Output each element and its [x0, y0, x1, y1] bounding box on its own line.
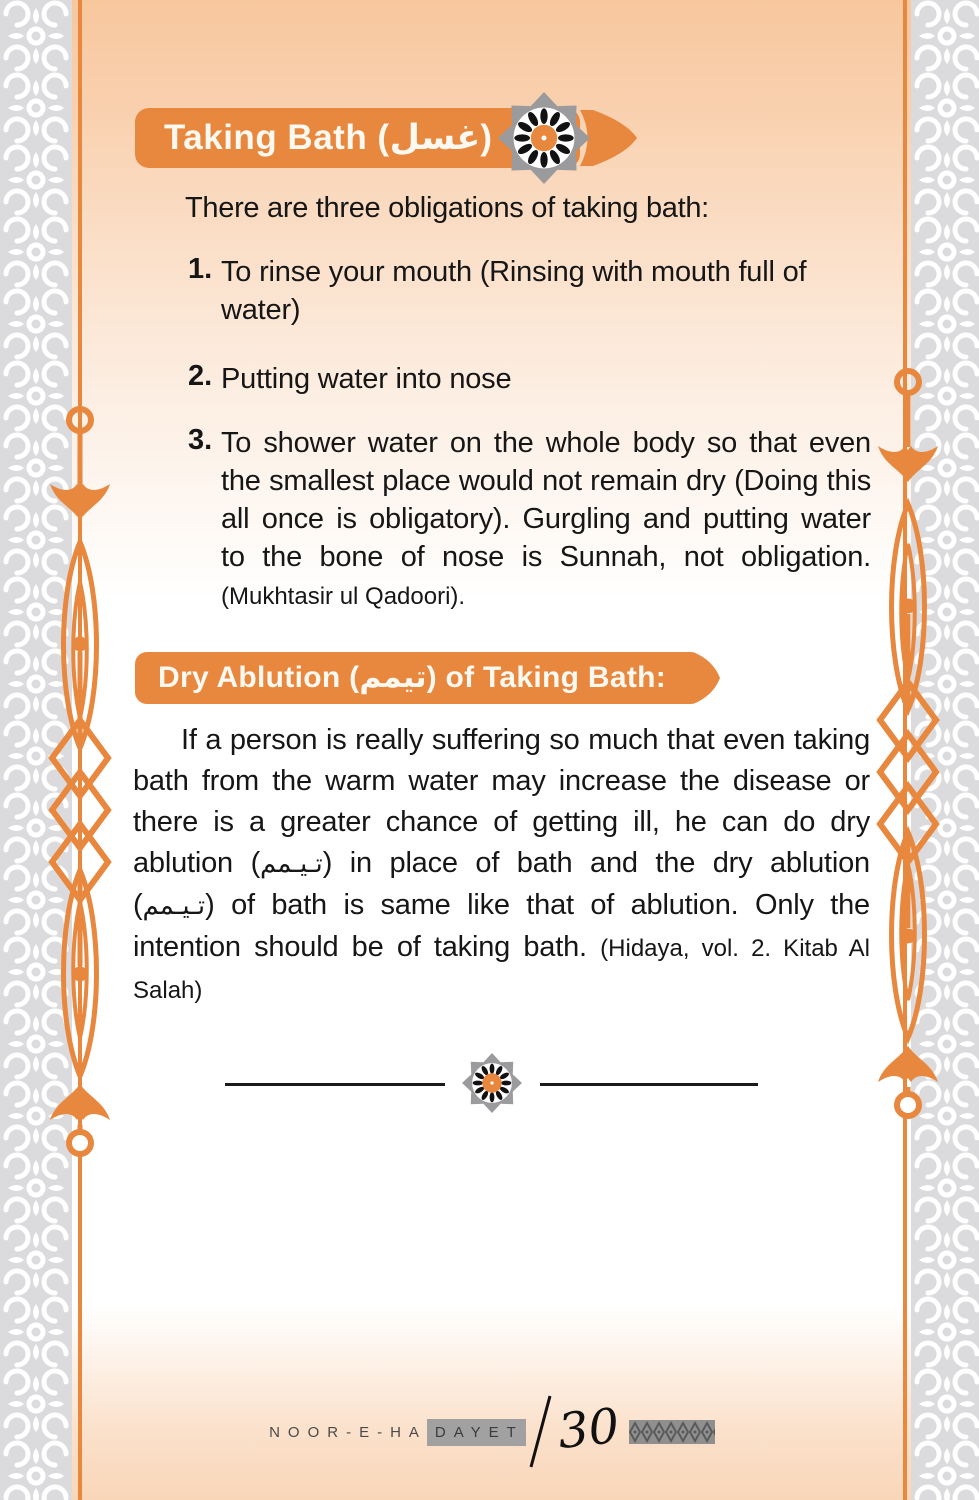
section1-title: Taking Bath (غسل): [164, 118, 493, 157]
divider-line-left: [225, 1083, 445, 1086]
paragraph-segment: ) of bath is same like that of ablution. Only the intention should be of taking bath.: [133, 889, 870, 963]
rosette-medallion-icon: [462, 1053, 522, 1113]
slash-separator-icon: [526, 1393, 554, 1471]
page-footer: [80, 1392, 904, 1472]
list-number: 1.: [188, 253, 213, 285]
page-number: 30: [555, 1397, 622, 1461]
section2-title: Dry Ablution (تيمم) of Taking Bath:: [158, 661, 667, 694]
arabic-tayammum: تـيـمم: [142, 891, 206, 921]
list-item: [188, 360, 871, 398]
footer-ornament-strip-icon: [629, 1420, 715, 1444]
intro-paragraph: There are three obligations of taking bath:: [185, 192, 709, 224]
list-number: 2.: [188, 360, 213, 392]
banner-point-icon: [693, 652, 721, 704]
citation: (Mukhtasir ul Qadoori).: [221, 583, 466, 610]
divider-line-right: [540, 1083, 758, 1086]
list-item-text: To rinse your mouth (Rinsing with mouth full of water): [221, 256, 807, 326]
arabic-tayammum: تـيـمم: [260, 849, 323, 879]
list-item: [188, 253, 871, 329]
side-ornament-right-icon: [868, 352, 948, 1122]
list-item-text: Putting water into nose: [221, 363, 512, 395]
book-title-part2: DAYET: [427, 1419, 526, 1446]
list-number: 3.: [188, 424, 213, 456]
book-title-part1: NOOR-E-HA: [269, 1423, 427, 1441]
side-ornament-left-icon: [40, 390, 120, 1160]
list-item-text: [221, 424, 871, 616]
body-paragraph: [133, 720, 870, 1011]
list-item: [188, 424, 871, 616]
citation: (Hidaya, vol. 2. Kitab Al Salah): [133, 935, 870, 1004]
rosette-medallion-icon: [498, 92, 590, 184]
list-item-body: To shower water on the whole body so that even the smallest place would not remain dry (Doing this all once is obligatory). Gurgling and putting water to the bone of nose is Sunnah, not obligation.: [221, 427, 871, 573]
paragraph-segment: If a person is really suffering so much that even taking bath from the warm water may increase the disease or there is a greater chance of getting ill, he can do dry ablution (: [133, 724, 870, 879]
paragraph-segment: ) in place of bath and the dry ablution (: [133, 847, 870, 921]
